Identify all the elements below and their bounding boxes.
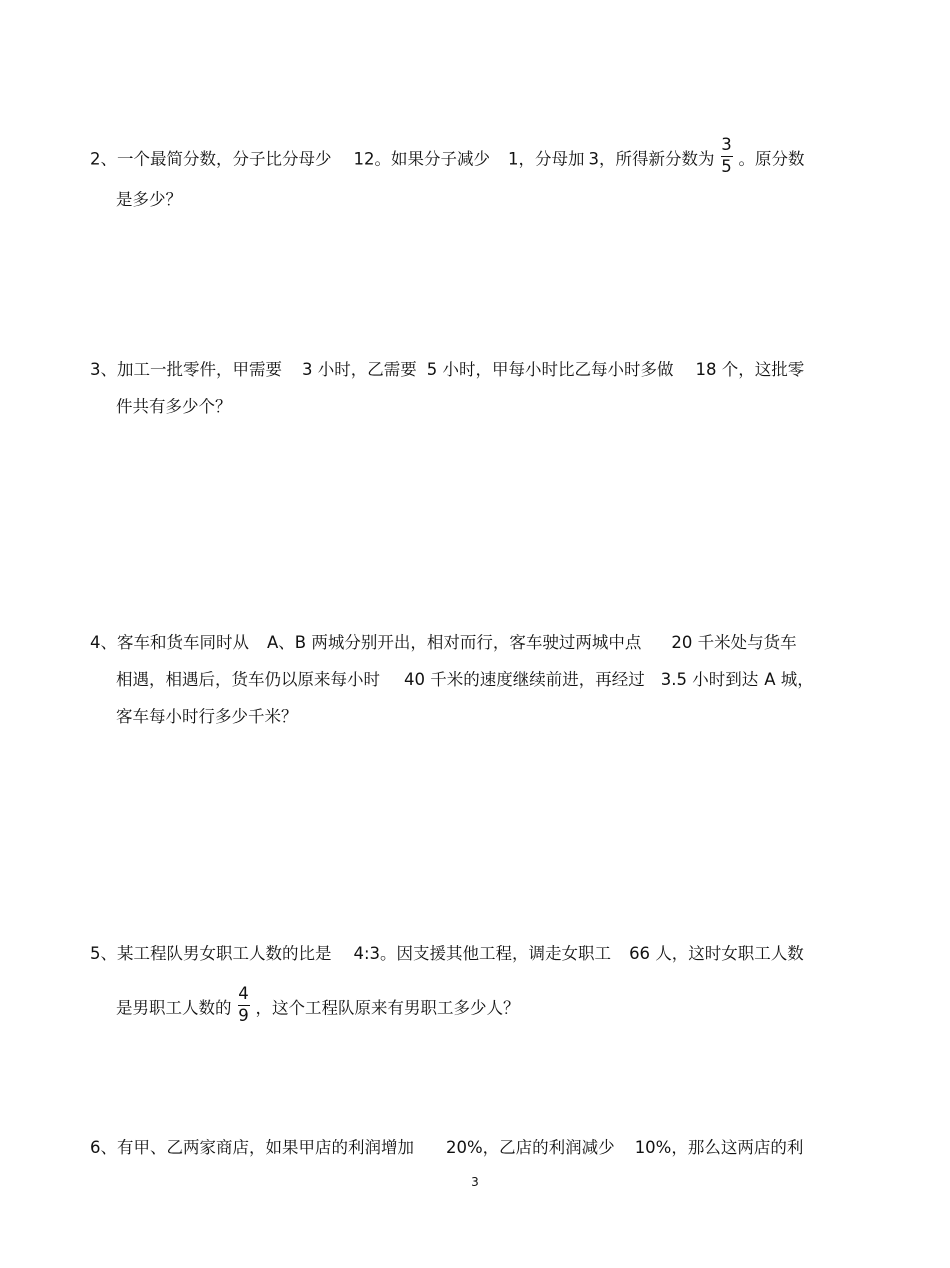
page-number: 3 <box>471 1175 479 1189</box>
q2-fraction-numerator: 3 <box>721 135 732 154</box>
q4-line-3-text: 客车每小时行多少千米？ <box>116 707 298 726</box>
question-6-line-1 <box>90 1136 803 1160</box>
q5-text-e: ，这个工程队原来有男职工多少人？ <box>255 998 520 1018</box>
q4-text-b: A、B 两城分别开出，相对而行，客车驶过两城中点 <box>267 633 642 652</box>
question-2-line-1 <box>90 135 805 176</box>
q2-text-e: 。原分数 <box>738 149 805 169</box>
question-5-line-1 <box>90 942 804 966</box>
q4-text-e: 40 千米的速度继续前进，再经过 <box>404 670 645 689</box>
question-4-line-3 <box>116 705 298 729</box>
q3-line-2-text: 件共有多少个？ <box>116 397 232 416</box>
q3-text-d: 18 个，这批零 <box>695 360 805 379</box>
q6-text-c: 10%，那么这两店的利 <box>634 1138 804 1157</box>
question-4-line-2 <box>116 668 814 692</box>
q5-fraction-numerator: 4 <box>238 984 249 1003</box>
q4-text-c: 20 千米处与货车 <box>671 633 797 652</box>
q5-fraction-denominator: 9 <box>238 1005 249 1025</box>
q4-text-a: 4、客车和货车同时从 <box>90 633 249 652</box>
q2-text-d: 3，所得新分数为 <box>588 149 715 169</box>
q3-text-a: 3、加工一批零件，甲需要 <box>90 360 282 379</box>
q4-text-d: 相遇，相遇后，货车仍以原来每小时 <box>116 670 380 689</box>
question-3-line-1 <box>90 358 804 382</box>
question-2-line-2 <box>116 188 182 212</box>
q3-text-c: 5 小时，甲每小时比乙每小时多做 <box>426 360 674 379</box>
q4-text-f: 3.5 小时到达 <box>660 670 759 689</box>
q3-text-b: 3 小时，乙需要 <box>302 360 417 379</box>
q2-text-c: 1，分母加 <box>508 149 585 169</box>
q6-text-a: 6、有甲、乙两家商店，如果甲店的利润增加 <box>90 1138 414 1157</box>
question-5-line-2 <box>116 984 520 1025</box>
question-4-line-1 <box>90 631 797 655</box>
q5-text-c: 66 人，这时女职工人数 <box>629 944 804 963</box>
q5-fraction <box>238 986 250 1024</box>
q2-fraction <box>721 137 733 175</box>
q5-text-b: 4:3。因支援其他工程，调走女职工 <box>353 944 612 963</box>
q2-text-a: 2、一个最简分数，分子比分母少 <box>90 149 332 169</box>
q5-text-d: 是男职工人数的 <box>116 998 232 1018</box>
q5-text-a: 5、某工程队男女职工人数的比是 <box>90 944 332 963</box>
question-3-line-2 <box>116 395 232 419</box>
q4-text-g: A 城， <box>764 670 814 689</box>
q2-fraction-denominator: 5 <box>721 156 732 176</box>
q6-text-b: 20%，乙店的利润减少 <box>446 1138 615 1157</box>
q2-text-b: 12。如果分子减少 <box>353 149 490 169</box>
q2-line-2-text: 是多少？ <box>116 190 182 209</box>
